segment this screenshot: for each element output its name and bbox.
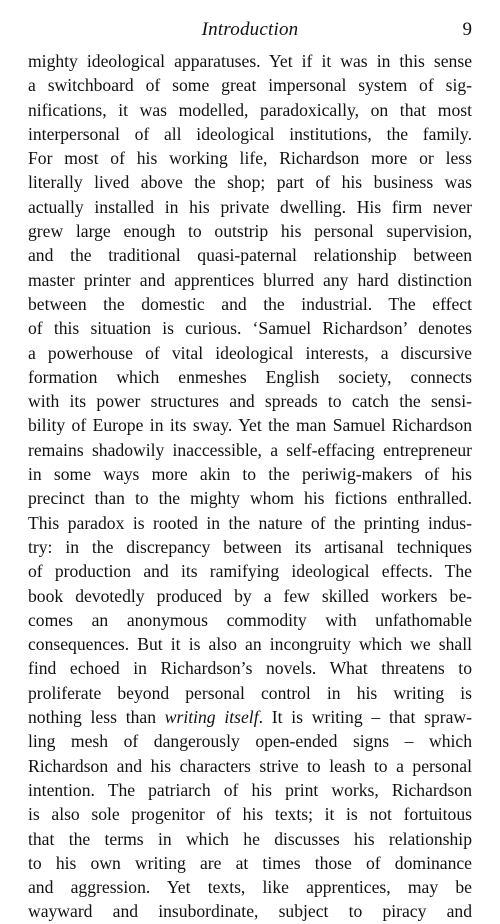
text-line: For most of his working life, Richardson more or less [28, 148, 472, 169]
text-line: between the domestic and the industrial. The effect [28, 293, 472, 314]
text-line: mighty ideological apparatuses. Yet if it was in this sense [28, 51, 472, 71]
running-head [28, 19, 472, 43]
text-line: remains shadowily inaccessible, a self-effacing entrepreneur [28, 439, 472, 460]
text-line: interpersonal of all ideological institutions, the family. [28, 123, 472, 144]
emphasis-text: writing itself [164, 707, 259, 728]
page-number: 9 [462, 19, 472, 40]
text-line: Richardson and his characters strive to leash to a personal [28, 755, 472, 776]
text-line: try: in the discrepancy between its artisanal techniques [28, 536, 472, 557]
text-line: and the traditional quasi-paternal relationship between [28, 245, 472, 266]
text-line: a switchboard of some great impersonal system of sig- [28, 75, 472, 96]
text-line: master printer and apprentices blurred any hard distinction [28, 269, 472, 290]
body-text [28, 49, 472, 924]
text-line: a powerhouse of vital ideological interests, a discursive [28, 342, 472, 363]
text-line: find echoed in Richardson’s novels. What threatens to [28, 658, 472, 679]
text-segment: nothing less than [28, 707, 165, 728]
text-line: is also sole progenitor of his texts; it is not fortuitous [28, 804, 472, 825]
text-line: precinct than to the mighty whom his fictions enthralled. [28, 488, 472, 509]
text-line: wayward and insubordinate, subject to piracy and [28, 901, 472, 922]
text-line: with its power structures and spreads to catch the sensi- [28, 391, 472, 412]
text-line: and aggression. Yet texts, like apprentices, may be [28, 877, 472, 898]
text-line: ling mesh of dangerously open-ended signs – which [28, 731, 472, 752]
text-line: actually installed in his private dwelling. His firm never [28, 196, 472, 217]
running-title: Introduction [201, 19, 299, 40]
text-line: comes an anonymous commodity with unfathomable [28, 609, 472, 630]
text-line: consequences. But it is also an incongruity which we shall [28, 634, 472, 655]
text-line: of this situation is curious. ‘Samuel Richardson’ denotes [28, 318, 472, 339]
text-line: bility of Europe in its sway. Yet the man Samuel Richardson [28, 415, 472, 436]
text-line: of production and its ramifying ideological effects. The [28, 561, 472, 582]
text-line: book devotedly produced by a few skilled workers be- [28, 585, 472, 606]
text-segment: . It is writing – that spraw- [258, 707, 472, 728]
text-line: grew large enough to outstrip his personal supervision, [28, 221, 472, 242]
text-line: proliferate beyond personal control in his writing is [28, 682, 472, 703]
text-line: nifications, it was modelled, paradoxically, on that most [28, 99, 472, 120]
text-line: to his own writing are at times those of dominance [28, 852, 472, 873]
text-line: that the terms in which he discusses his relationship [28, 828, 472, 849]
text-line: in some ways more akin to the periwig-makers of his [28, 464, 472, 485]
text-line: formation which enmeshes English society, connects [28, 366, 472, 387]
text-line: This paradox is rooted in the nature of the printing indus- [28, 512, 472, 533]
text-line: literally lived above the shop; part of his business was [28, 172, 472, 193]
text-line-with-emphasis [28, 705, 472, 729]
text-line: intention. The patriarch of his print works, Richardson [28, 779, 472, 800]
